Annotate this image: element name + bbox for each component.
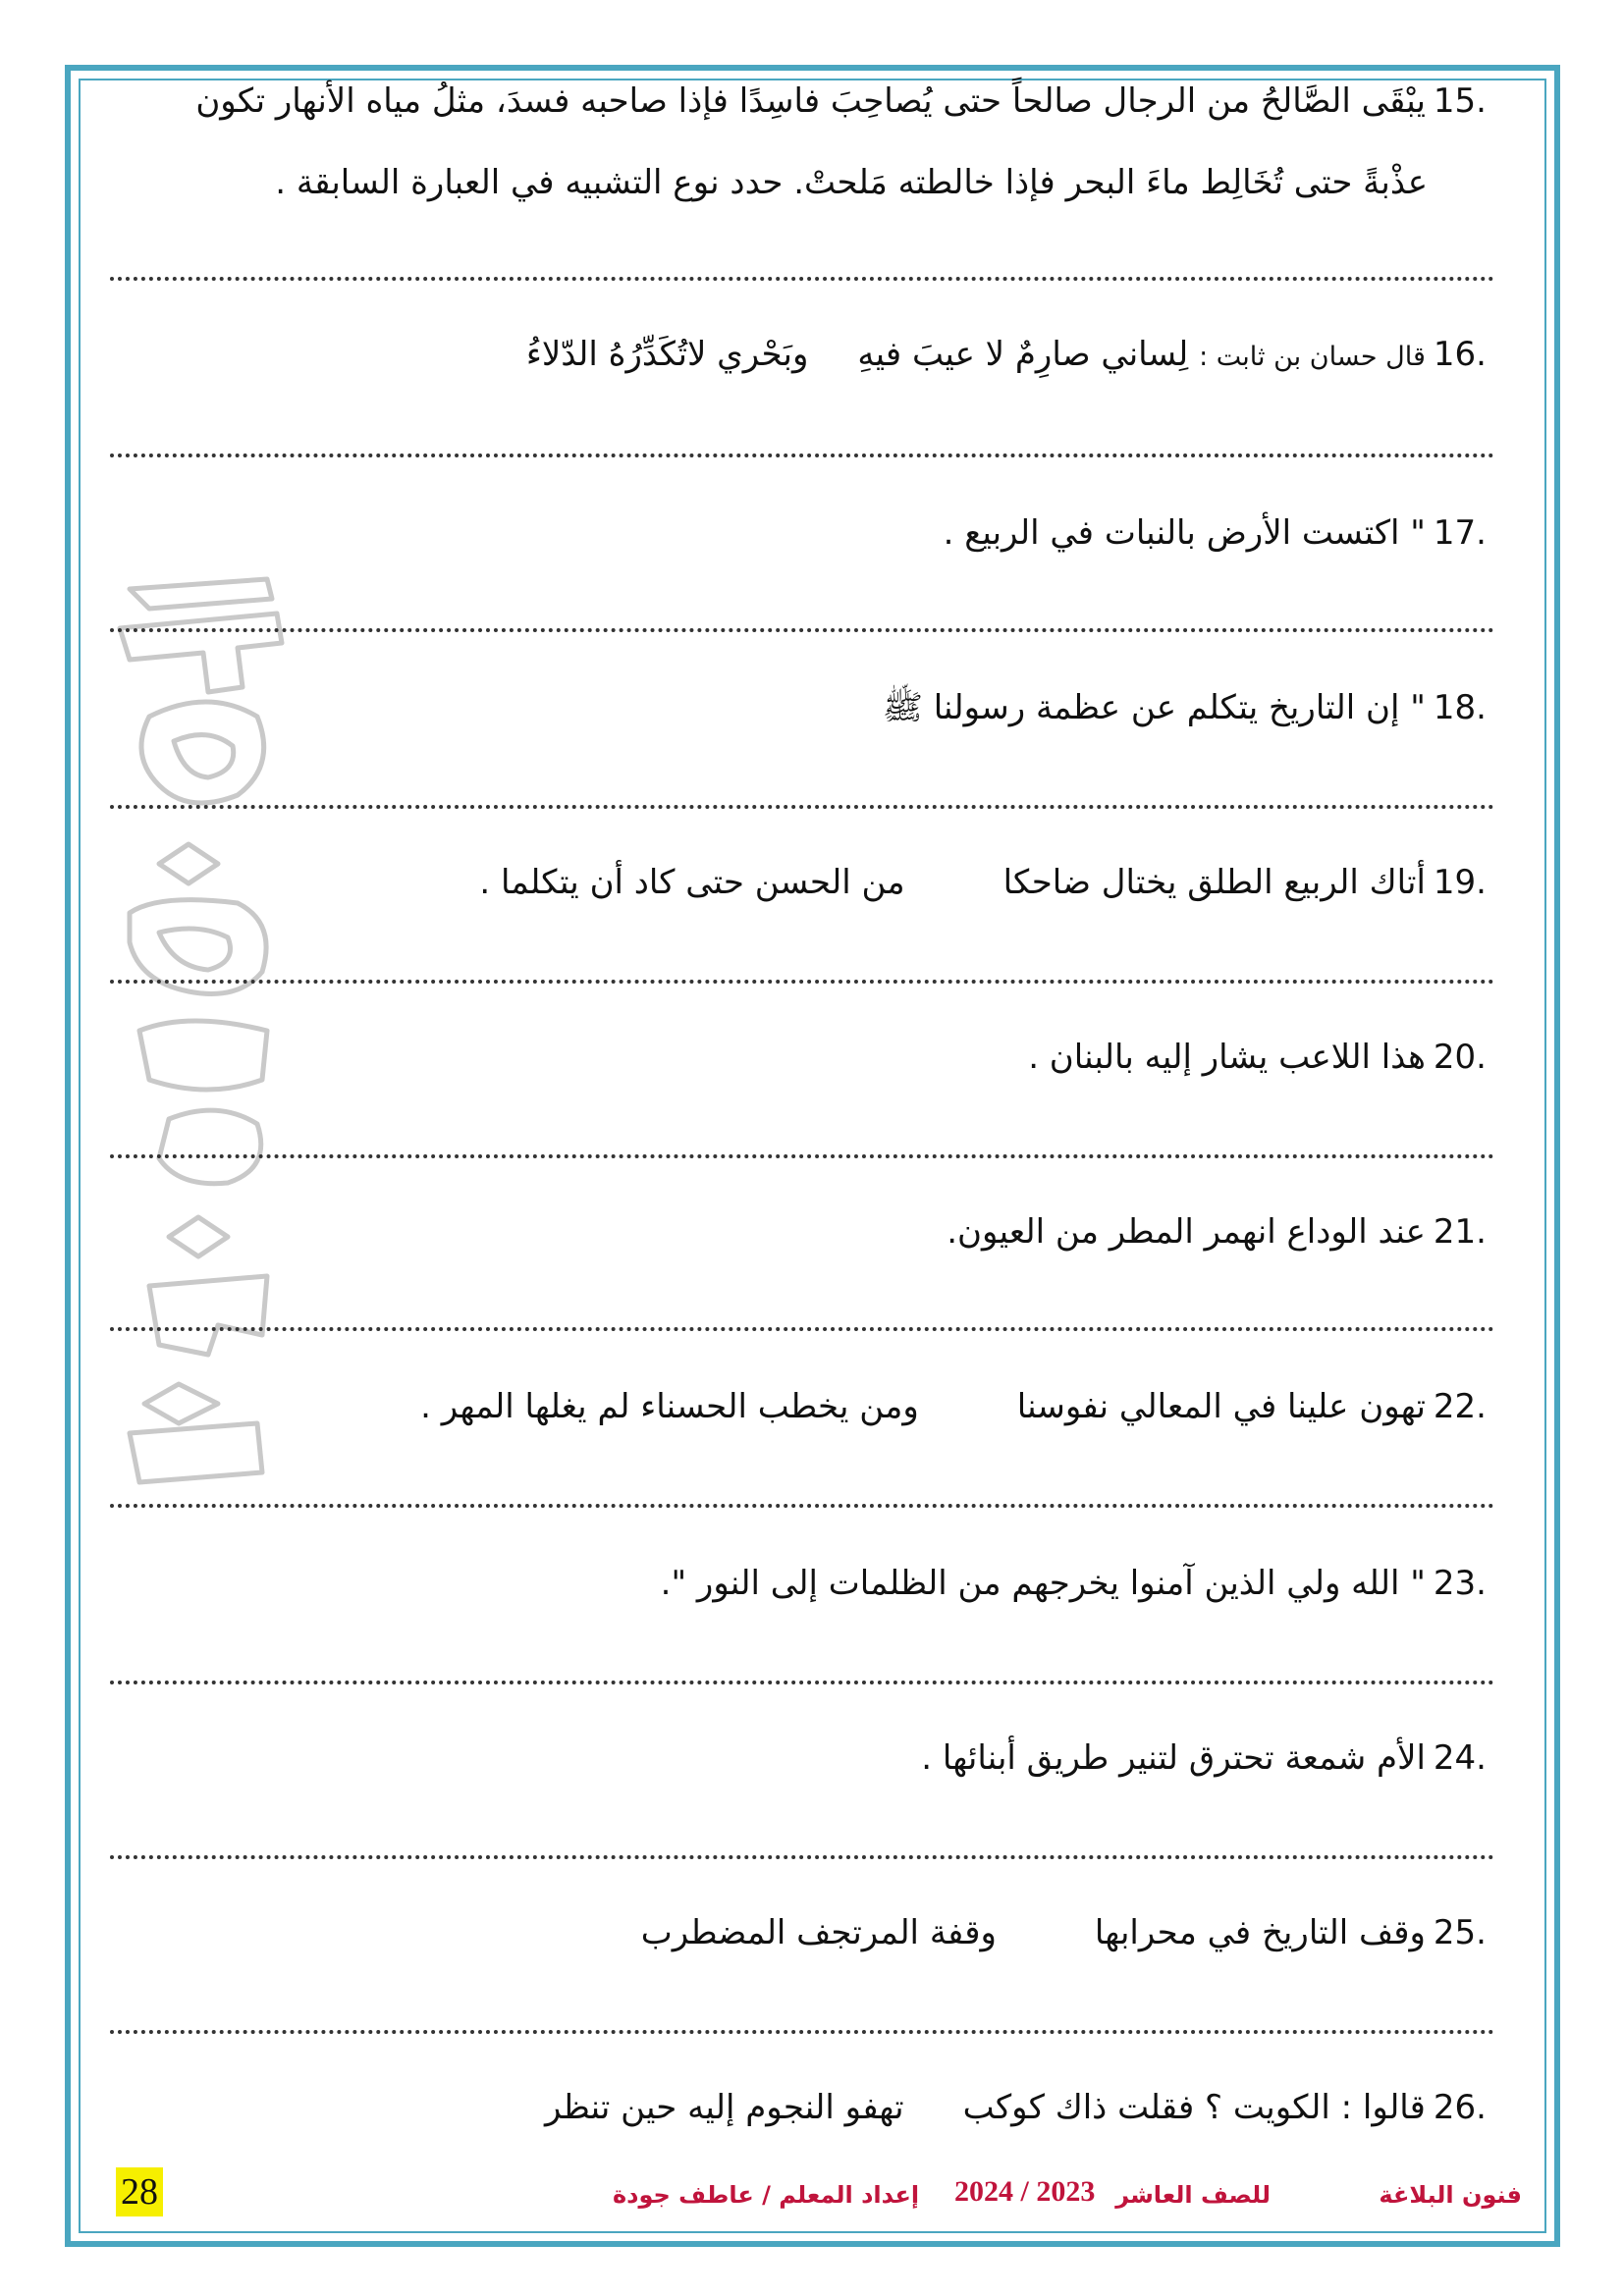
question-number: 17. — [1433, 513, 1487, 553]
question-number: 16. — [1433, 335, 1487, 374]
footer-year: 2024 / 2023 — [954, 2175, 1096, 2208]
question-17 — [110, 512, 1487, 555]
question-text: هذا اللاعب يشار إليه بالبنان . — [1028, 1038, 1426, 1077]
answer-line — [110, 1855, 1494, 1859]
question-text: عذْبةً حتى تُخَالِط ماءَ البحر فإذا خالطته مَلحتْ. حدد نوع التشبيه في العبارة السابقة . — [275, 163, 1428, 202]
question-20 — [110, 1037, 1487, 1079]
question-number: 20. — [1433, 1038, 1487, 1077]
question-prefix: قال حسان بن ثابت : — [1199, 342, 1426, 372]
answer-line — [110, 454, 1494, 457]
answer-line — [110, 1154, 1494, 1158]
answer-line — [110, 980, 1494, 984]
answer-line — [110, 1504, 1494, 1508]
question-25 — [110, 1912, 1487, 1954]
question-text: " الله ولي الذين آمنوا يخرجهم من الظلمات إلى النور ". — [660, 1564, 1426, 1603]
question-22 — [110, 1386, 1487, 1428]
verse-hemistich-2: ومن يخطب الحسناء لم يغلها المهر . — [420, 1387, 919, 1426]
footer-subject: فنون البلاغة — [1379, 2181, 1522, 2209]
verse-hemistich-1: وقف التاريخ في محرابها — [1094, 1913, 1426, 1952]
question-number: 24. — [1433, 1738, 1487, 1778]
question-text: يبْقَى الصَّالحُ من الرجال صالحاً حتى يُصاحِبَ فاسِدًا فإذا صاحبه فسدَ، مثلُ مياه الأنهار تكون — [195, 81, 1426, 121]
answer-line — [110, 1327, 1494, 1331]
question-18 — [110, 687, 1487, 729]
answer-line — [110, 805, 1494, 809]
page-number: 28 — [116, 2167, 163, 2216]
question-text: " إن التاريخ يتكلم عن عظمة رسولنا ﷺ — [882, 688, 1426, 727]
answer-line — [110, 2030, 1494, 2034]
question-text: عند الوداع انهمر المطر من العيون. — [947, 1212, 1426, 1252]
question-number: 21. — [1433, 1212, 1487, 1252]
question-number: 19. — [1433, 863, 1487, 902]
verse-hemistich-1: لِساني صارِمٌ لا عيبَ فيهِ — [857, 335, 1189, 374]
question-number: 23. — [1433, 1564, 1487, 1603]
question-number: 18. — [1433, 688, 1487, 727]
question-23 — [110, 1563, 1487, 1605]
question-number: 26. — [1433, 2088, 1487, 2127]
verse-hemistich-2: وقفة المرتجف المضطرب — [640, 1913, 997, 1952]
question-26 — [110, 2087, 1487, 2129]
verse-hemistich-2: وبَحْري لاتُكَدِّرُهُ الدّلاءُ — [525, 335, 809, 374]
verse-hemistich-1: قالوا : الكويت ؟ فقلت ذاك كوكب — [962, 2088, 1426, 2127]
question-text: " اكتست الأرض بالنبات في الربيع . — [943, 513, 1426, 553]
verse-hemistich-1: تهون علينا في المعالي نفوسنا — [1016, 1387, 1426, 1426]
question-16 — [110, 334, 1487, 376]
question-number: 25. — [1433, 1913, 1487, 1952]
question-21 — [110, 1211, 1487, 1254]
verse-hemistich-2: من الحسن حتى كاد أن يتكلما . — [479, 863, 905, 902]
question-24 — [110, 1737, 1487, 1780]
answer-line — [110, 628, 1494, 632]
answer-line — [110, 1681, 1494, 1684]
question-number: 22. — [1433, 1387, 1487, 1426]
question-15-continuation — [275, 163, 1428, 202]
question-text: الأم شمعة تحترق لتنير طريق أبنائها . — [921, 1738, 1426, 1778]
question-number: 15. — [1433, 81, 1487, 121]
verse-hemistich-2: تهفو النجوم إليه حين تنظر — [544, 2088, 904, 2127]
footer-author: إعداد المعلم / عاطف جودة — [613, 2181, 920, 2209]
question-15 — [110, 80, 1487, 123]
footer-grade: للصف العاشر — [1115, 2181, 1271, 2209]
verse-hemistich-1: أتاك الربيع الطلق يختال ضاحكا — [1002, 863, 1426, 902]
answer-line — [110, 277, 1494, 281]
question-19 — [110, 862, 1487, 904]
